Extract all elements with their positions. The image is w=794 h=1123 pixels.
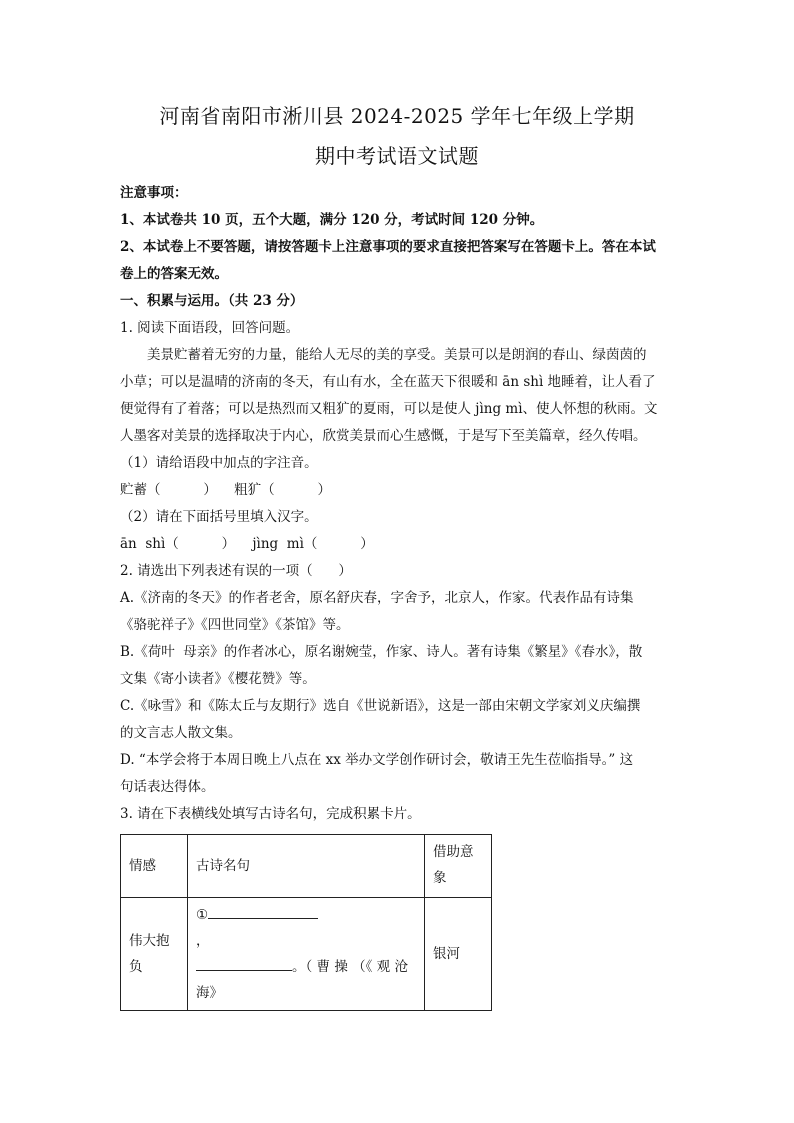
blank-marker: ① (196, 907, 209, 923)
q2-option-d-line2: 句话表达得体。 (120, 779, 215, 795)
exam-title-line1: 河南省南阳市淅川县 2024-2025 学年七年级上学期 (159, 104, 635, 128)
cell-emotion: 伟大抱负 (121, 898, 188, 1011)
verse-source: 。（ 曹 操 （《 观 沧 (292, 959, 408, 975)
fill-blank-1[interactable] (208, 904, 318, 919)
exam-content (120, 180, 680, 828)
notice-item-2b: 卷上的答案无效。 (120, 266, 228, 282)
q2-stem: 2. 请选出下列表述有误的一项（ ） (120, 563, 352, 579)
q1-passage-line4: 人墨客对美景的选择取决于内心，欣赏美景而心生感慨，于是写下至美篇章，经久传唱。 (120, 428, 647, 444)
q2-option-b-line2: 文集《寄小读者》《樱花赞》等。 (120, 671, 316, 687)
fill-blank-2[interactable] (196, 956, 292, 971)
notice-heading: 注意事项： (120, 185, 188, 201)
q1-sub1: （1）请给语段中加点的字注音。 (120, 455, 318, 471)
q2-option-d-line1: D. “本学会将于本周日晚上八点在 xx 举办文学创作研讨会，敬请王先生莅临指导。” 这 (120, 752, 634, 768)
q1-stem: 1. 阅读下面语段，回答问题。 (120, 320, 300, 336)
q1-sub1-blanks: 贮蓄（ ） 粗犷（ ） (120, 482, 331, 498)
notice-item-2a: 2、本试卷上不要答题，请按答题卡上注意事项的要求直接把答案写在答题卡上。答在本试 (120, 239, 656, 255)
notice-item-1: 1、本试卷共 10 页，五个大题，满分 120 分，考试时间 120 分钟。 (120, 212, 544, 228)
verse-comma: ， (196, 933, 210, 949)
header-imagery: 借助意象 (425, 835, 492, 898)
q2-option-c-line2: 的文言志人散文集。 (120, 725, 242, 741)
verse-line-1 (196, 902, 418, 954)
table-header-row (121, 835, 492, 898)
q1-sub2-blanks: ān shì（ ） jìng mì（ ） (120, 536, 374, 552)
q1-passage-line3: 便觉得有了着落；可以是热烈而又粗犷的夏雨，可以是使人 jìng mì、使人怀想的秋雨。文 (120, 401, 658, 417)
q2-option-a-line2: 《骆驼祥子》《四世同堂》《茶馆》等。 (120, 617, 350, 633)
accumulation-card-table (120, 834, 492, 1011)
q1-passage-line1: 美景贮蓄着无穷的力量，能给人无尽的美的享受。美景可以是朗润的春山、绿茵茵的 (147, 347, 647, 363)
q2-option-a-line1: A.《济南的冬天》的作者老舍，原名舒庆春，字舍予，北京人，作家。代表作品有诗集 (120, 590, 634, 606)
table-row (121, 898, 492, 1011)
header-emotion: 情感 (121, 835, 188, 898)
q1-passage-line2: 小草；可以是温晴的济南的冬天，有山有水，全在蓝天下很暖和 ān shì 地睡着，让人看了 (120, 374, 656, 390)
exam-title-line2: 期中考试语文试题 (315, 144, 479, 168)
cell-imagery: 银河 (425, 898, 492, 1011)
header-verse: 古诗名句 (188, 835, 425, 898)
cell-verse (188, 898, 425, 1011)
verse-line-3: 海》 (196, 985, 223, 1001)
verse-line-2 (196, 954, 418, 980)
q2-option-c-line1: C.《咏雪》和《陈太丘与友期行》选自《世说新语》，这是一部由宋朝文学家刘义庆编撰 (120, 698, 641, 714)
q3-stem: 3. 请在下表横线处填写古诗名句，完成积累卡片。 (120, 806, 421, 822)
q1-sub2: （2）请在下面括号里填入汉字。 (120, 509, 318, 525)
section1-heading: 一、积累与运用。（共 23 分） (120, 293, 304, 309)
q2-option-b-line1: B.《荷叶 母亲》的作者冰心，原名谢婉莹，作家、诗人。著有诗集《繁星》《春水》，散 (120, 644, 643, 660)
